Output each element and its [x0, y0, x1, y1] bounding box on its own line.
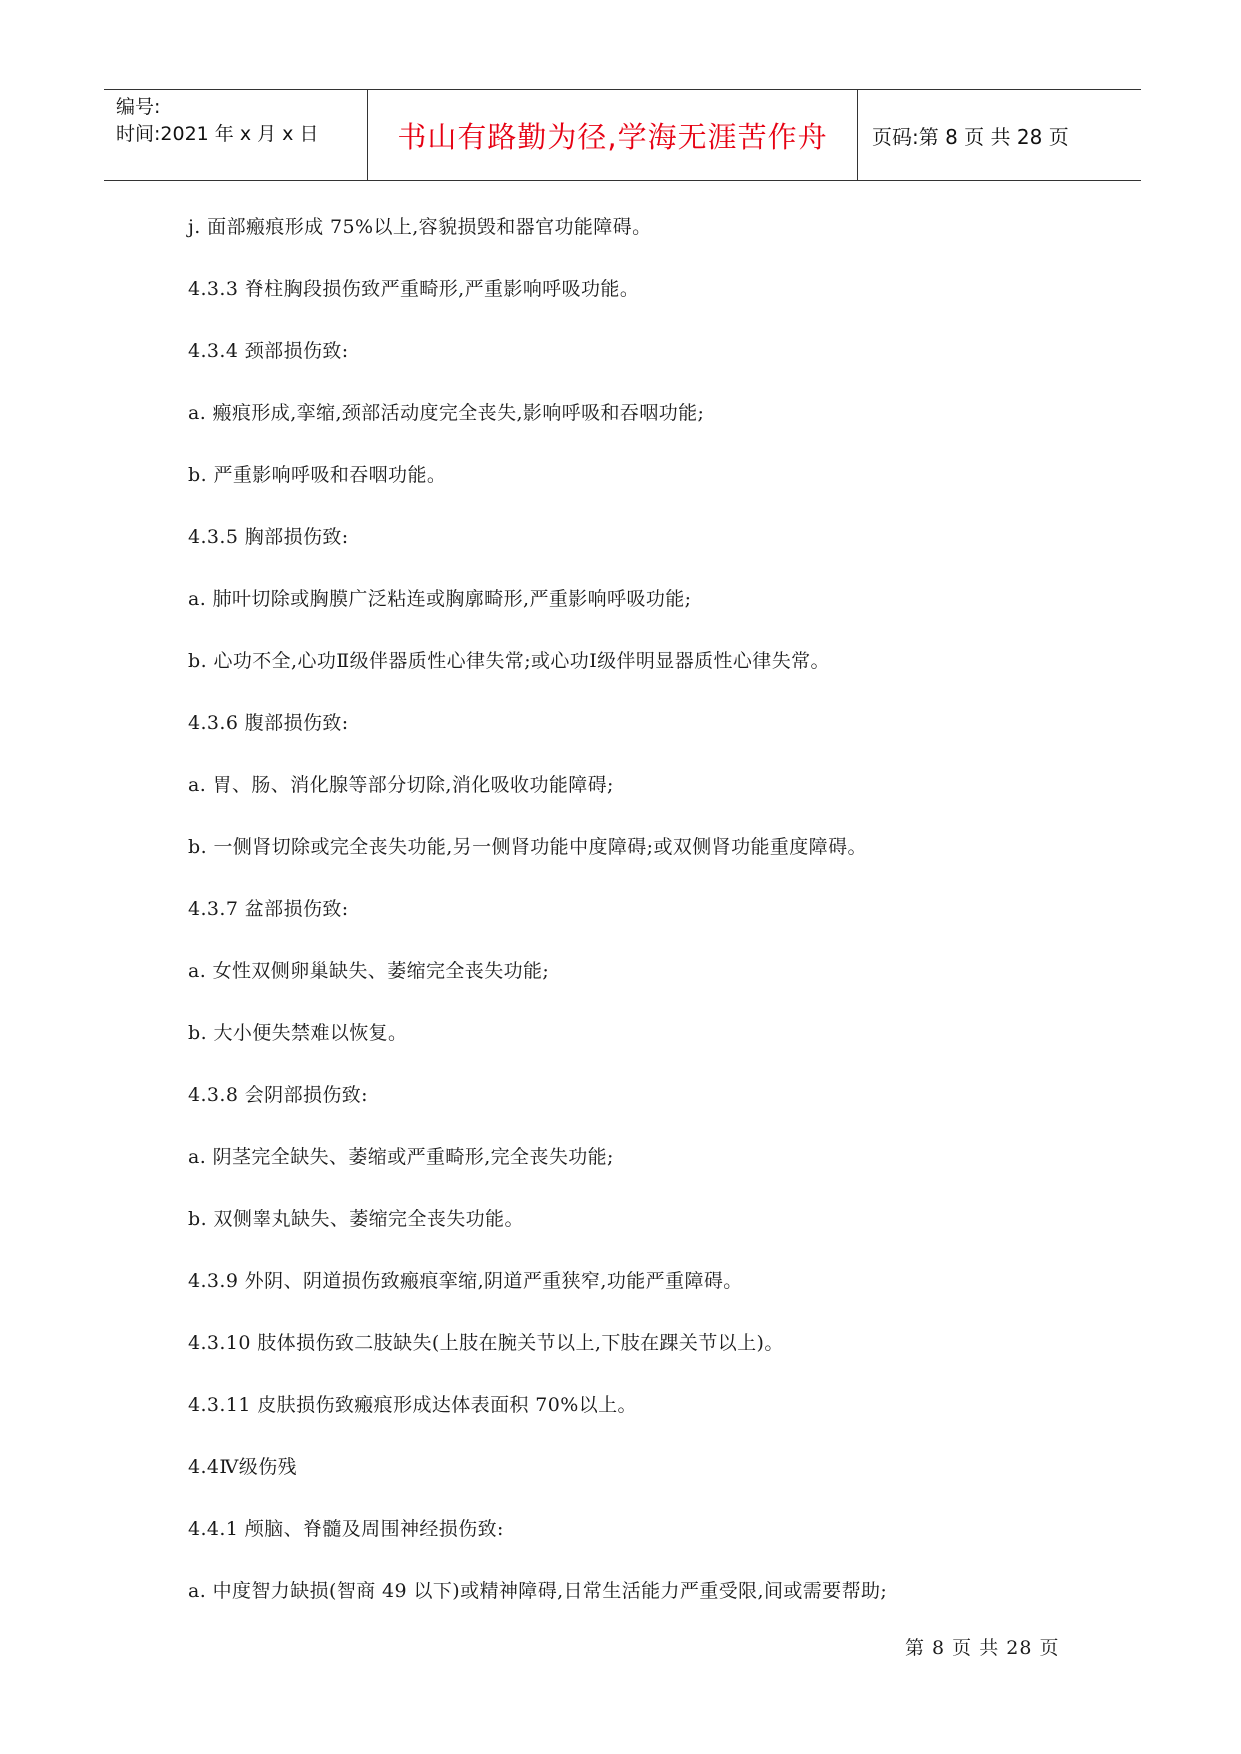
body-line: a. 肺叶切除或胸膜广泛粘连或胸廓畸形,严重影响呼吸功能; [188, 588, 692, 610]
body-line: b. 一侧肾切除或完全丧失功能,另一侧肾功能中度障碍;或双侧肾功能重度障碍。 [188, 836, 867, 858]
body-line: b. 双侧睾丸缺失、萎缩完全丧失功能。 [188, 1208, 524, 1230]
header-motto: 书山有路勤为径,学海无涯苦作舟 [368, 90, 858, 180]
body-line: a. 阴茎完全缺失、萎缩或严重畸形,完全丧失功能; [188, 1146, 614, 1168]
document-time-label: 时间:2021 年 x 月 x 日 [116, 123, 319, 145]
body-line: 4.3.5 胸部损伤致: [188, 526, 349, 548]
body-line: b. 大小便失禁难以恢复。 [188, 1022, 408, 1044]
body-line: 4.3.11 皮肤损伤致瘢痕形成达体表面积 70%以上。 [188, 1394, 637, 1416]
body-line: 4.3.10 肢体损伤致二肢缺失(上肢在腕关节以上,下肢在踝关节以上)。 [188, 1332, 784, 1354]
page-footer-number: 第 8 页 共 28 页 [905, 1637, 1060, 1659]
body-line: a. 中度智力缺损(智商 49 以下)或精神障碍,日常生活能力严重受限,间或需要帮助; [188, 1580, 888, 1602]
body-line: 4.3.4 颈部损伤致: [188, 340, 349, 362]
body-line: 4.3.8 会阴部损伤致: [188, 1084, 368, 1106]
body-line: a. 女性双侧卵巢缺失、萎缩完全丧失功能; [188, 960, 550, 982]
body-line: 4.4.1 颅脑、脊髓及周围神经损伤致: [188, 1518, 504, 1540]
body-line: 4.3.7 盆部损伤致: [188, 898, 349, 920]
header-page-label: 页码:第 8 页 共 28 页 [872, 124, 1069, 149]
document-number-label: 编号: [116, 96, 161, 118]
body-line: a. 瘢痕形成,挛缩,颈部活动度完全丧失,影响呼吸和吞咽功能; [188, 402, 705, 424]
body-line: 4.3.3 脊柱胸段损伤致严重畸形,严重影响呼吸功能。 [188, 278, 640, 300]
header-meta [104, 90, 368, 180]
body-line: b. 心功不全,心功Ⅱ级伴器质性心律失常;或心功Ⅰ级伴明显器质性心律失常。 [188, 650, 830, 672]
body-line: a. 胃、肠、消化腺等部分切除,消化吸收功能障碍; [188, 774, 614, 796]
body-line: 4.3.6 腹部损伤致: [188, 712, 349, 734]
body-line: 4.3.9 外阴、阴道损伤致瘢痕挛缩,阴道严重狭窄,功能严重障碍。 [188, 1270, 743, 1292]
body-line: j. 面部瘢痕形成 75%以上,容貌损毁和器官功能障碍。 [188, 216, 652, 238]
document-body [188, 206, 1088, 1632]
body-line: b. 严重影响呼吸和吞咽功能。 [188, 464, 447, 486]
body-line: 4.4Ⅳ级伤残 [188, 1456, 297, 1478]
document-header [104, 89, 1141, 181]
